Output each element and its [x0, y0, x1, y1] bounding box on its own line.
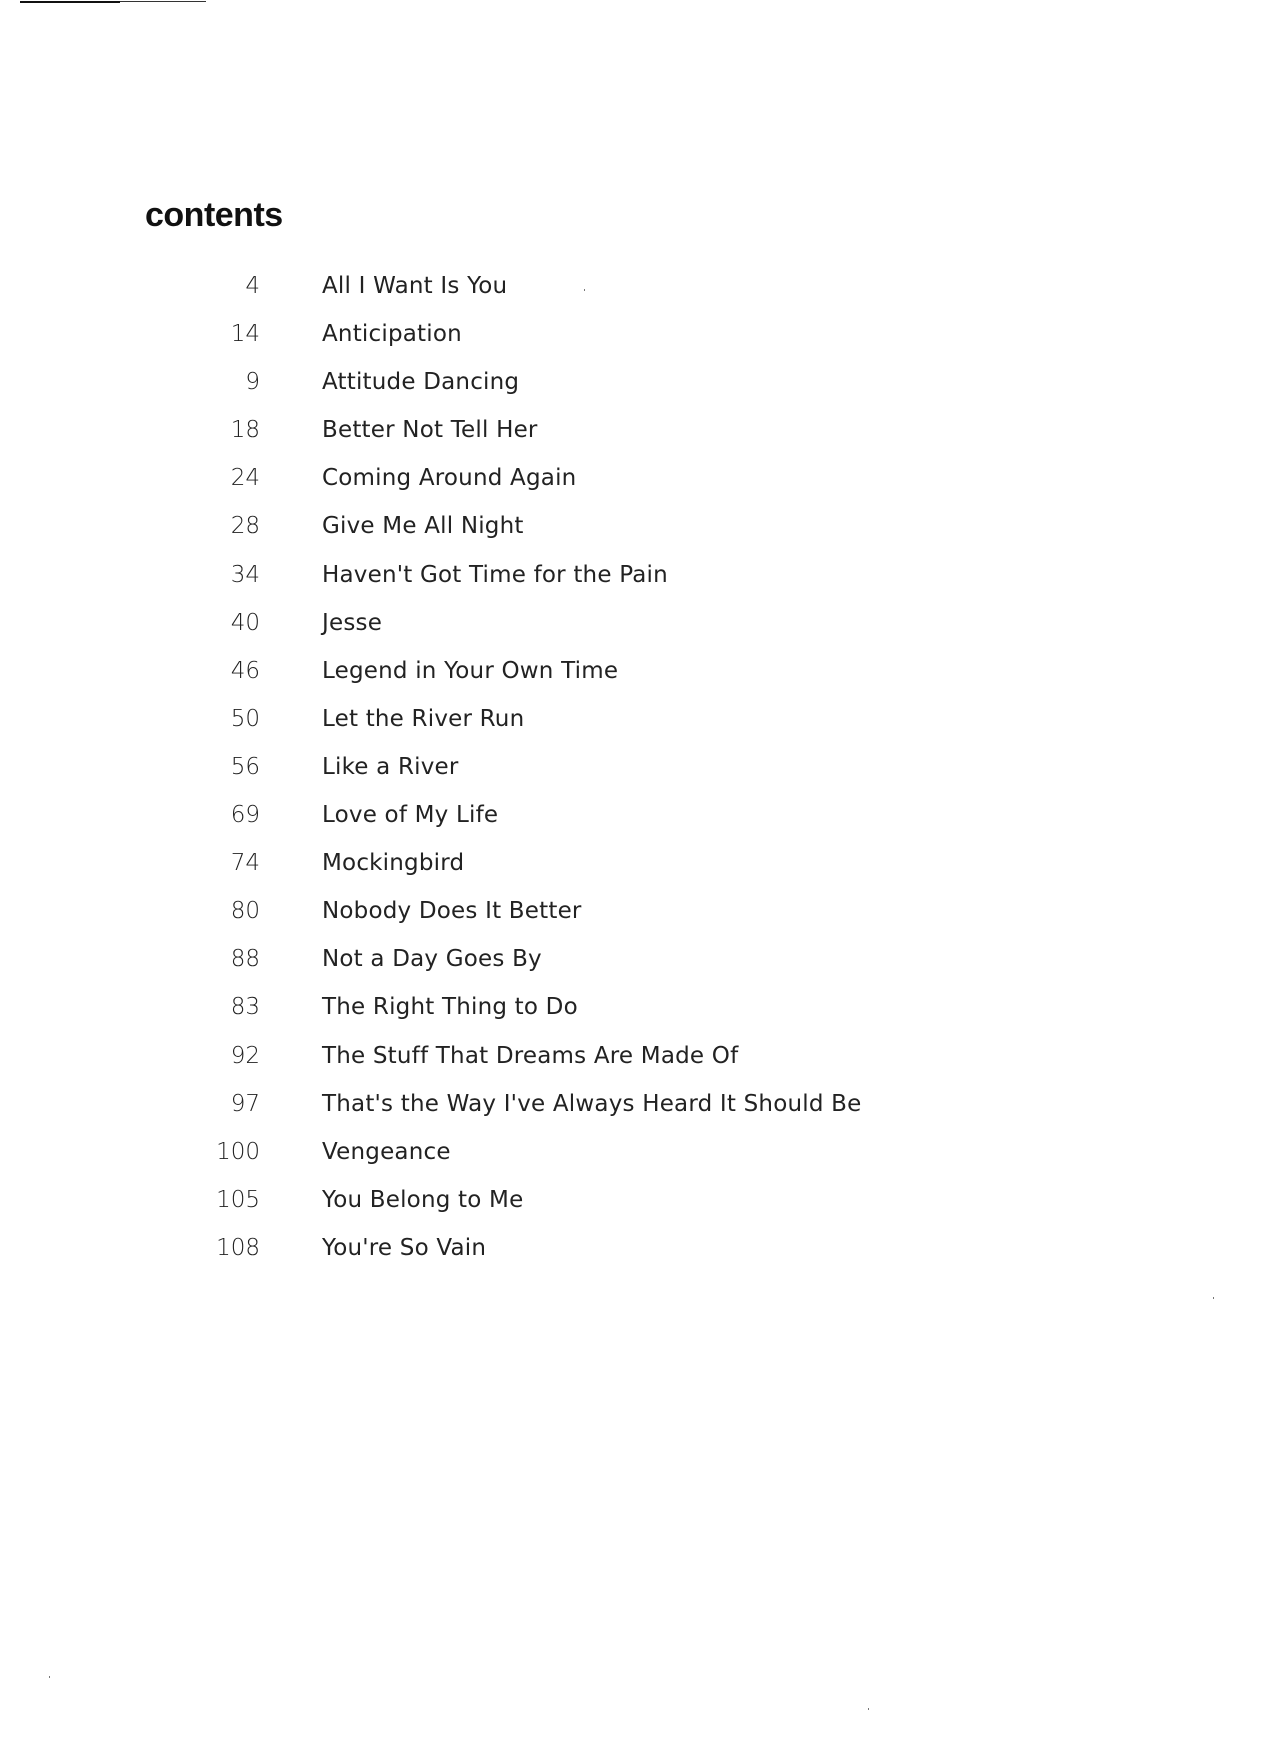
- toc-song-title: All I Want Is You: [322, 273, 508, 299]
- toc-page-number: 83: [230, 994, 260, 1021]
- toc-entry: [0, 1038, 1100, 1086]
- toc-song-title: The Stuff That Dreams Are Made Of: [322, 1042, 739, 1069]
- toc-page-number: 56: [230, 753, 260, 780]
- toc-entry: [0, 653, 1100, 701]
- toc-entry: [0, 268, 1100, 316]
- toc-entry: [0, 749, 1100, 797]
- toc-page-number: 9: [245, 369, 260, 396]
- toc-entry: [0, 364, 1100, 412]
- toc-entry: [0, 557, 1100, 605]
- toc-song-title: Coming Around Again: [322, 465, 577, 492]
- toc-entry: [0, 316, 1100, 364]
- toc-page-number: 105: [216, 1186, 260, 1213]
- toc-entry: [0, 508, 1100, 556]
- toc-entry: [0, 412, 1100, 460]
- toc-page-number: 69: [230, 802, 260, 829]
- toc-song-title: Jesse: [322, 609, 383, 636]
- toc-song-title: That's the Way I've Always Heard It Should Be: [322, 1090, 862, 1117]
- toc-song-title: Anticipation: [322, 321, 462, 348]
- scan-speck: [584, 289, 585, 291]
- toc-entry: [0, 1230, 1100, 1278]
- toc-song-title: Like a River: [322, 753, 459, 780]
- toc-page-number: 14: [230, 321, 260, 348]
- toc-page-number: 40: [230, 609, 260, 636]
- toc-song-title: Haven't Got Time for the Pain: [322, 561, 668, 588]
- toc-entry: [0, 605, 1100, 653]
- top-rule-thin: [120, 1, 206, 2]
- toc-song-title: The Right Thing to Do: [322, 994, 578, 1021]
- toc-entry: [0, 845, 1100, 893]
- toc-page-number: 50: [230, 705, 260, 732]
- toc-entry: [0, 460, 1100, 508]
- toc-page-number: 46: [230, 657, 260, 684]
- toc-page-number: 92: [230, 1042, 260, 1069]
- toc-page-number: 88: [230, 946, 260, 973]
- scan-speck: [868, 1708, 869, 1710]
- scan-speck: [1213, 1297, 1214, 1299]
- toc-song-title: You're So Vain: [322, 1234, 487, 1261]
- scan-speck: [49, 1676, 50, 1678]
- toc-page-number: 100: [216, 1138, 260, 1165]
- toc-entry: [0, 941, 1100, 989]
- toc-page-number: 18: [230, 417, 260, 444]
- toc-song-title: Let the River Run: [322, 705, 525, 732]
- toc-page-number: 74: [230, 850, 260, 877]
- toc-song-title: Legend in Your Own Time: [322, 657, 619, 684]
- toc-song-title: Nobody Does It Better: [322, 898, 582, 925]
- toc-song-title: Give Me All Night: [322, 513, 524, 540]
- toc-page-number: 108: [216, 1234, 260, 1261]
- table-of-contents: [0, 268, 1100, 1278]
- toc-page-number: 34: [230, 561, 260, 588]
- page-title: contents: [145, 196, 283, 234]
- toc-entry: [0, 1182, 1100, 1230]
- toc-page-number: 4: [245, 273, 260, 299]
- toc-entry: [0, 1086, 1100, 1134]
- toc-page-number: 80: [230, 898, 260, 925]
- toc-song-title: Vengeance: [322, 1138, 451, 1165]
- top-rule: [20, 1, 120, 3]
- toc-entry: [0, 701, 1100, 749]
- toc-song-title: Love of My Life: [322, 802, 499, 829]
- toc-page-number: 24: [230, 465, 260, 492]
- toc-song-title: Better Not Tell Her: [322, 417, 538, 444]
- toc-page-number: 28: [230, 513, 260, 540]
- toc-entry: [0, 1134, 1100, 1182]
- toc-page-number: 97: [230, 1090, 260, 1117]
- toc-song-title: Not a Day Goes By: [322, 946, 542, 973]
- toc-entry: [0, 989, 1100, 1037]
- toc-entry: [0, 797, 1100, 845]
- toc-song-title: Mockingbird: [322, 850, 465, 877]
- toc-song-title: You Belong to Me: [322, 1186, 524, 1213]
- toc-song-title: Attitude Dancing: [322, 369, 520, 396]
- toc-entry: [0, 893, 1100, 941]
